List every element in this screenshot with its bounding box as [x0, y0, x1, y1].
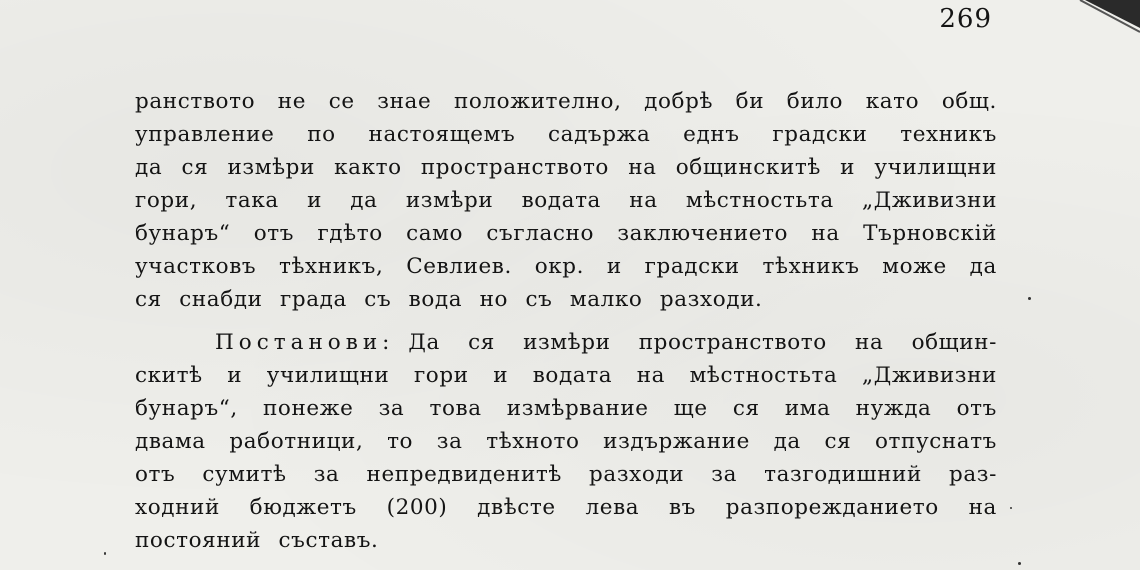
- word: ся: [468, 330, 495, 355]
- word: работници,: [229, 429, 364, 454]
- word: заключението: [617, 221, 789, 246]
- word: и: [307, 188, 323, 213]
- word: за: [313, 462, 340, 487]
- print-speck: [1028, 297, 1031, 300]
- word: пространството: [420, 155, 609, 180]
- word: нужда: [855, 396, 932, 421]
- word: знае: [377, 89, 432, 114]
- word: не: [277, 89, 307, 114]
- word: измѣри: [523, 330, 611, 355]
- word: „Дживизни: [862, 188, 997, 213]
- word: на: [636, 363, 666, 388]
- text-line: [135, 392, 997, 425]
- word: отпуснатъ: [874, 429, 997, 454]
- word: и: [493, 363, 509, 388]
- text-line: [135, 184, 997, 217]
- word: понеже: [262, 396, 354, 421]
- print-speck: [1018, 562, 1021, 565]
- word: гори: [413, 363, 469, 388]
- resolution-first-line: [135, 326, 997, 359]
- word: на: [811, 221, 840, 246]
- word: раз-: [948, 462, 997, 487]
- word: градски: [644, 254, 740, 279]
- print-speck: [1010, 507, 1012, 509]
- word: ходний: [135, 495, 220, 520]
- word: общинскитѣ: [675, 155, 821, 180]
- word: да: [135, 155, 163, 180]
- text-line: ся снабди града съ вода но съ малко разходи.: [135, 287, 763, 312]
- word: сумитѣ: [202, 462, 287, 487]
- text-line: [135, 85, 997, 118]
- text-line: [135, 458, 997, 491]
- word: ся: [824, 429, 852, 454]
- word: отъ: [253, 221, 295, 246]
- word: и: [606, 254, 622, 279]
- word: въ: [668, 495, 696, 520]
- text-line: [135, 217, 997, 250]
- word: двама: [135, 429, 206, 454]
- word: училищни: [266, 363, 390, 388]
- word: се: [328, 89, 355, 114]
- text-line: [135, 359, 997, 392]
- word: за: [378, 396, 405, 421]
- word: добрѣ: [644, 89, 714, 114]
- word: мѣстностьта: [689, 363, 838, 388]
- word: положително,: [453, 89, 622, 114]
- word: има: [784, 396, 831, 421]
- word: двѣсте: [477, 495, 556, 520]
- word: бюджетъ: [249, 495, 357, 520]
- word: ся: [181, 155, 209, 180]
- word: да: [350, 188, 378, 213]
- word: само: [406, 221, 464, 246]
- word: измѣрвание: [506, 396, 649, 421]
- word: измѣри: [227, 155, 315, 180]
- word: бунаръ“,: [135, 396, 238, 421]
- word: пространството: [638, 330, 827, 355]
- word: гдѣто: [317, 221, 383, 246]
- word: отъ: [135, 462, 176, 487]
- word: отъ: [956, 396, 997, 421]
- word: да: [969, 254, 997, 279]
- page-number: 269: [939, 4, 992, 34]
- print-speck: [104, 552, 106, 555]
- paragraph-2: [135, 326, 997, 557]
- word: тѣхникъ,: [278, 254, 384, 279]
- word: еднъ: [683, 122, 740, 147]
- word: на: [629, 188, 658, 213]
- word: то: [387, 429, 414, 454]
- word: ся: [732, 396, 760, 421]
- word: общ.: [941, 89, 997, 114]
- word: съгласно: [486, 221, 594, 246]
- word: Търновскій: [863, 221, 997, 246]
- word: водата: [521, 188, 601, 213]
- text-line: [408, 326, 997, 359]
- word: както: [334, 155, 402, 180]
- word: било: [786, 89, 844, 114]
- text-line: постояний съставъ.: [135, 528, 379, 553]
- word: тѣхното: [486, 429, 580, 454]
- word: тазгодишний: [764, 462, 922, 487]
- word: на: [855, 330, 884, 355]
- word: окр.: [534, 254, 585, 279]
- word: и: [227, 363, 243, 388]
- word: по: [307, 122, 336, 147]
- word: градски: [772, 122, 868, 147]
- text-line: [135, 151, 997, 184]
- word: тѣхникъ: [762, 254, 860, 279]
- word: Да: [408, 330, 440, 355]
- word: управление: [135, 122, 275, 147]
- word: лева: [585, 495, 640, 520]
- word: техникъ: [900, 122, 997, 147]
- resolution-lead: Постанови:: [215, 330, 395, 355]
- word: на: [968, 495, 997, 520]
- word: разпорежданието: [725, 495, 939, 520]
- word: това: [429, 396, 482, 421]
- word: ще: [673, 396, 708, 421]
- word: измѣри: [405, 188, 494, 213]
- word: така: [225, 188, 279, 213]
- text-line: [135, 250, 997, 283]
- word: участковъ: [135, 254, 257, 279]
- word: училищни: [874, 155, 997, 180]
- word: (200): [386, 495, 448, 520]
- word: бунаръ“: [135, 221, 231, 246]
- word: би: [735, 89, 765, 114]
- word: може: [882, 254, 947, 279]
- text-line: [135, 118, 997, 151]
- word: ранството: [135, 89, 256, 114]
- word: гори,: [135, 188, 198, 213]
- page-corner-fold: [1050, 0, 1140, 40]
- word: издържание: [603, 429, 750, 454]
- word: общин-: [911, 330, 997, 355]
- word: водата: [532, 363, 613, 388]
- word: Севлиев.: [406, 254, 512, 279]
- word: като: [865, 89, 920, 114]
- word: мѣстностьта: [685, 188, 834, 213]
- word: да: [773, 429, 801, 454]
- text-line: [135, 491, 997, 524]
- word: на: [628, 155, 657, 180]
- paragraph-1: [135, 85, 997, 316]
- word: непредвиденитѣ: [366, 462, 562, 487]
- text-line: [135, 425, 997, 458]
- word: „Дживизни: [862, 363, 997, 388]
- word: настоящемъ: [368, 122, 516, 147]
- word: и: [840, 155, 856, 180]
- word: за: [436, 429, 463, 454]
- word: садържа: [548, 122, 651, 147]
- word: разходи: [589, 462, 685, 487]
- word: скитѣ: [135, 363, 203, 388]
- word: за: [711, 462, 738, 487]
